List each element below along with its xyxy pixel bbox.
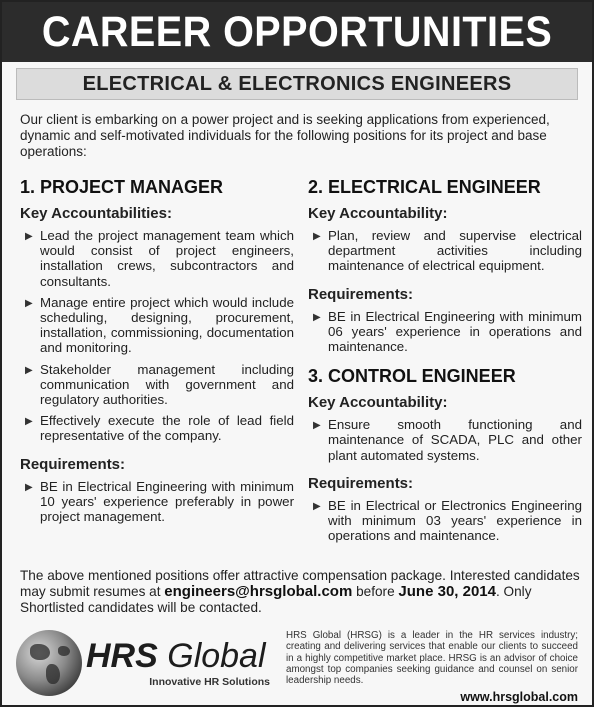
list-item: ▶ Effectively execute the role of lead field representative of the company.	[25, 413, 294, 444]
company-tagline: Innovative HR Solutions	[149, 676, 270, 688]
list-item: ▶ Manage entire project which would include scheduling, designing, procurement, installation, commissioning, documentation and monitoring.	[25, 294, 294, 356]
arrow-bullet-icon: ▶	[25, 364, 33, 376]
requirements-heading: Requirements:	[308, 474, 414, 492]
arrow-bullet-icon: ▶	[313, 500, 321, 512]
job-title-control-engineer: 3. CONTROL ENGINEER	[308, 366, 516, 387]
list-item: ▶ BE in Electrical or Electronics Engineering with minimum 03 years' experience in operations and maintenance.	[313, 497, 582, 544]
globe-logo-icon	[16, 630, 82, 696]
page-title: CAREER OPPORTUNITIES	[41, 8, 553, 56]
arrow-bullet-icon: ▶	[25, 231, 33, 242]
subheader-banner	[16, 68, 578, 100]
intro-paragraph: Our client is embarking on a power project and is seeking applications from experienced, dynamic and self-motivated individuals for the following positions for its project and base operations:	[20, 112, 550, 159]
company-website-link[interactable]: www.hrsglobal.com	[460, 690, 578, 704]
list-item: ▶ Lead the project management team which would consist of project engineers, installation crews, subcontractors and consultants.	[25, 228, 294, 289]
job-title-electrical-engineer: 2. ELECTRICAL ENGINEER	[308, 177, 541, 197]
arrow-bullet-icon: ▶	[313, 311, 321, 323]
application-email-link[interactable]: engineers@hrsglobal.com	[164, 583, 353, 600]
control-engineer-section	[308, 366, 582, 543]
footer	[16, 626, 580, 704]
key-accountability-heading: Key Accountability:	[308, 205, 448, 222]
requirements-heading: Requirements:	[20, 455, 126, 473]
job-title-project-manager: 1. PROJECT MANAGER	[20, 177, 224, 197]
key-accountability-heading: Key Accountability:	[308, 394, 448, 412]
company-name: HRS Global	[86, 637, 266, 675]
arrow-bullet-icon: ▶	[25, 481, 33, 493]
list-item: ▶ BE in Electrical Engineering with minimum 06 years' experience in operations and maintenance.	[313, 308, 582, 355]
page-subtitle: ELECTRICAL & ELECTRONICS ENGINEERS	[82, 73, 512, 95]
company-logo	[86, 638, 276, 688]
accountabilities-list	[20, 228, 294, 444]
accountabilities-list	[308, 228, 582, 274]
accountabilities-list	[308, 417, 582, 463]
closing-paragraph: The above mentioned positions offer attractive compensation package. Interested candidates may submit resumes at engineers@hrsglobal.com before June 30, 2014. Only Shortlisted candidates will be contacted.	[20, 568, 580, 615]
list-item: ▶ Ensure smooth functioning and maintenance of SCADA, PLC and other plant automated systems.	[313, 417, 582, 463]
application-deadline: June 30, 2014	[398, 583, 496, 600]
list-item: ▶ Plan, review and supervise electrical department activities including maintenance of electrical equipment.	[313, 228, 582, 274]
list-item: ▶ BE in Electrical Engineering with minimum 10 years' experience preferably in power project management.	[25, 478, 294, 525]
project-manager-section	[20, 177, 294, 530]
requirements-list	[20, 479, 294, 525]
arrow-bullet-icon: ▶	[313, 420, 321, 432]
key-accountabilities-heading: Key Accountabilities:	[20, 205, 172, 222]
requirements-list	[308, 498, 582, 544]
requirements-heading: Requirements:	[308, 285, 414, 303]
requirements-list	[308, 309, 582, 355]
right-column	[308, 177, 582, 549]
list-item: ▶ Stakeholder management including communication with government and regulatory authorities.	[25, 361, 294, 408]
arrow-bullet-icon: ▶	[25, 416, 33, 428]
arrow-bullet-icon: ▶	[313, 231, 321, 242]
arrow-bullet-icon: ▶	[25, 297, 33, 309]
company-description: HRS Global (HRSG) is a leader in the HR services industry; creating and delivering services that enable our clients to succeed in a highly competitive market place. HRSG is an advisor of choice amongst top companies seeking guidance and counsel on senior leadership needs.	[286, 630, 578, 687]
electrical-engineer-section	[308, 177, 582, 354]
header-banner	[2, 2, 592, 62]
